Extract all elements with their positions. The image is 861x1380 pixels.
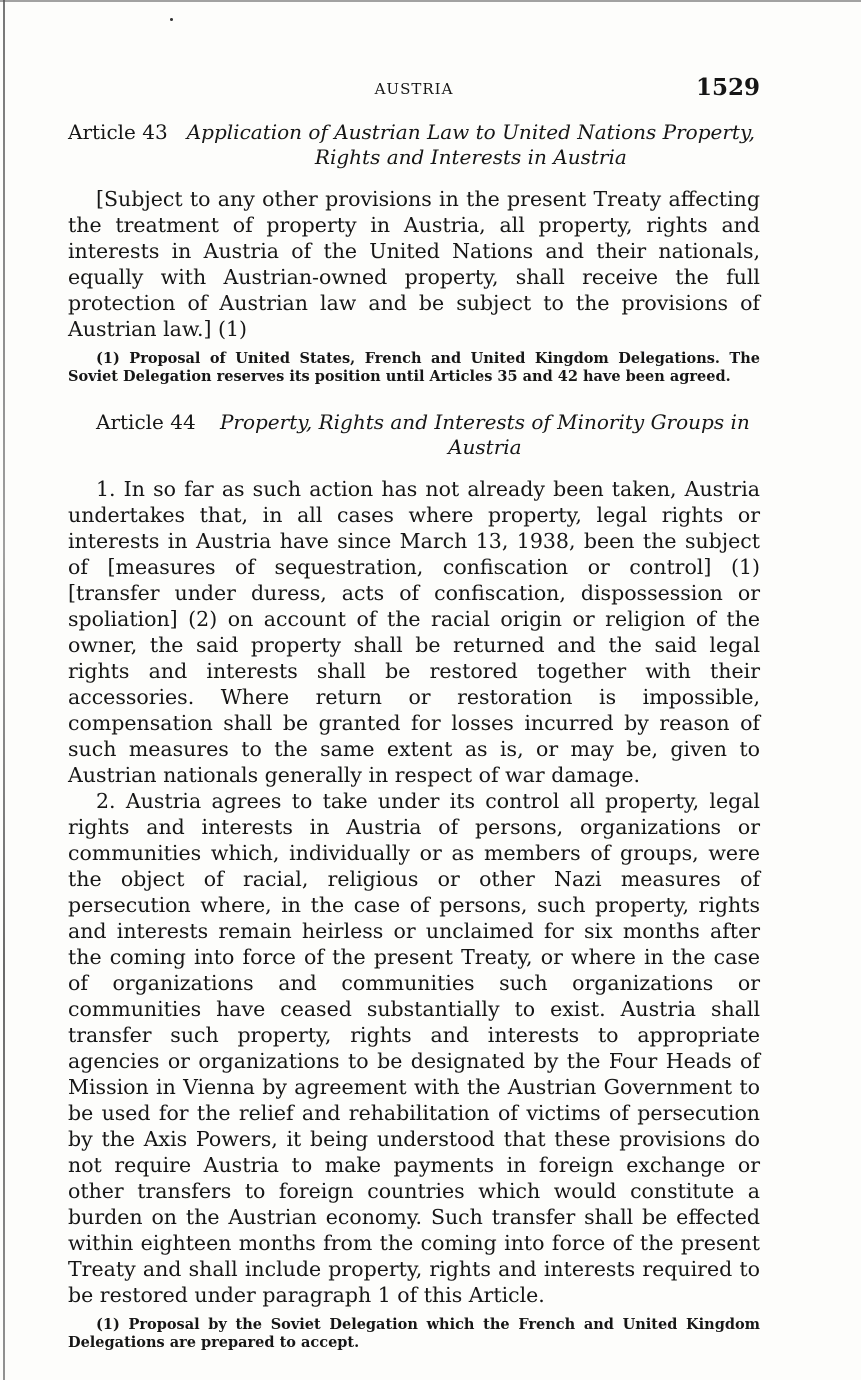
article-44-title: Property, Rights and Interests of Minority Groups in Austria [219,410,750,459]
article-44-heading [68,410,760,460]
speck-mark [170,18,173,21]
document-page [68,74,760,1352]
article-43-heading [68,120,760,170]
article-44-number: Article 44 [96,410,196,434]
article-43-title: Application of Austrian Law to United Nations Property, Rights and Interests in Austria [186,120,755,169]
running-head [68,74,760,108]
article-44-footnote: (1) Proposal by the Soviet Delegation which the French and United Kingdom Delegations are prepared to accept. [68,1316,760,1351]
page-number: 1529 [695,74,760,101]
article-43-number: Article 43 [68,120,168,144]
article-44-paragraph-2: 2. Austria agrees to take under its control all property, legal rights and interests in Austria of persons, organizations or communities which, individually or as members of groups, were the object of racial, religious or other Nazi measures of persecution where, in the case of persons, such property, rights and interests remain heirless or unclaimed for six months after the coming into force of the present Treaty, or where in the case of organizations and communities such organizations or communities have ceased substantially to exist. Austria shall transfer such property, rights and interests to appropriate agencies or organizations to be designated by the Four Heads of Mission in Vienna by agreement with the Austrian Government to be used for the relief and rehabilitation of victims of persecution by the Axis Powers, it being understood that these provisions do not require Austria to make payments in foreign exchange or other transfers to foreign countries which would constitute a burden on the Austrian economy. Such transfer shall be effected within eighteen months from the coming into force of the present Treaty and shall include property, rights and interests required to be restored under paragraph 1 of this Article. [68,789,760,1307]
page-top-edge [0,0,861,2]
article-43-footnote: (1) Proposal of United States, French and United Kingdom Delegations. The Soviet Delegation reserves its position until Articles 35 and 42 have been agreed. [68,350,760,385]
page-left-edge [3,0,5,1380]
running-title: AUSTRIA [374,80,454,98]
article-44-paragraph-1: 1. In so far as such action has not already been taken, Austria undertakes that, in all cases where property, legal rights or interests in Austria have since March 13, 1938, been the subject of [measures of sequestration, confiscation or control] (1) [transfer under duress, acts of confiscation, dispossession or spoliation] (2) on account of the racial origin or religion of the owner, the said property shall be returned and the said legal rights and interests shall be restored together with their accessories. Where return or restoration is impossible, compensation shall be granted for losses incurred by reason of such measures to the same extent as is, or may be, given to Austrian nationals generally in respect of war damage. [68,477,760,787]
article-43-paragraph: [Subject to any other provisions in the present Treaty affecting the treatment of property in Austria, all property, rights and interests in Austria of the United Nations and their nationals, equally with Austrian-owned property, shall receive the full protection of Austrian law and be subject to the provisions of Austrian law.] (1) [68,187,760,341]
